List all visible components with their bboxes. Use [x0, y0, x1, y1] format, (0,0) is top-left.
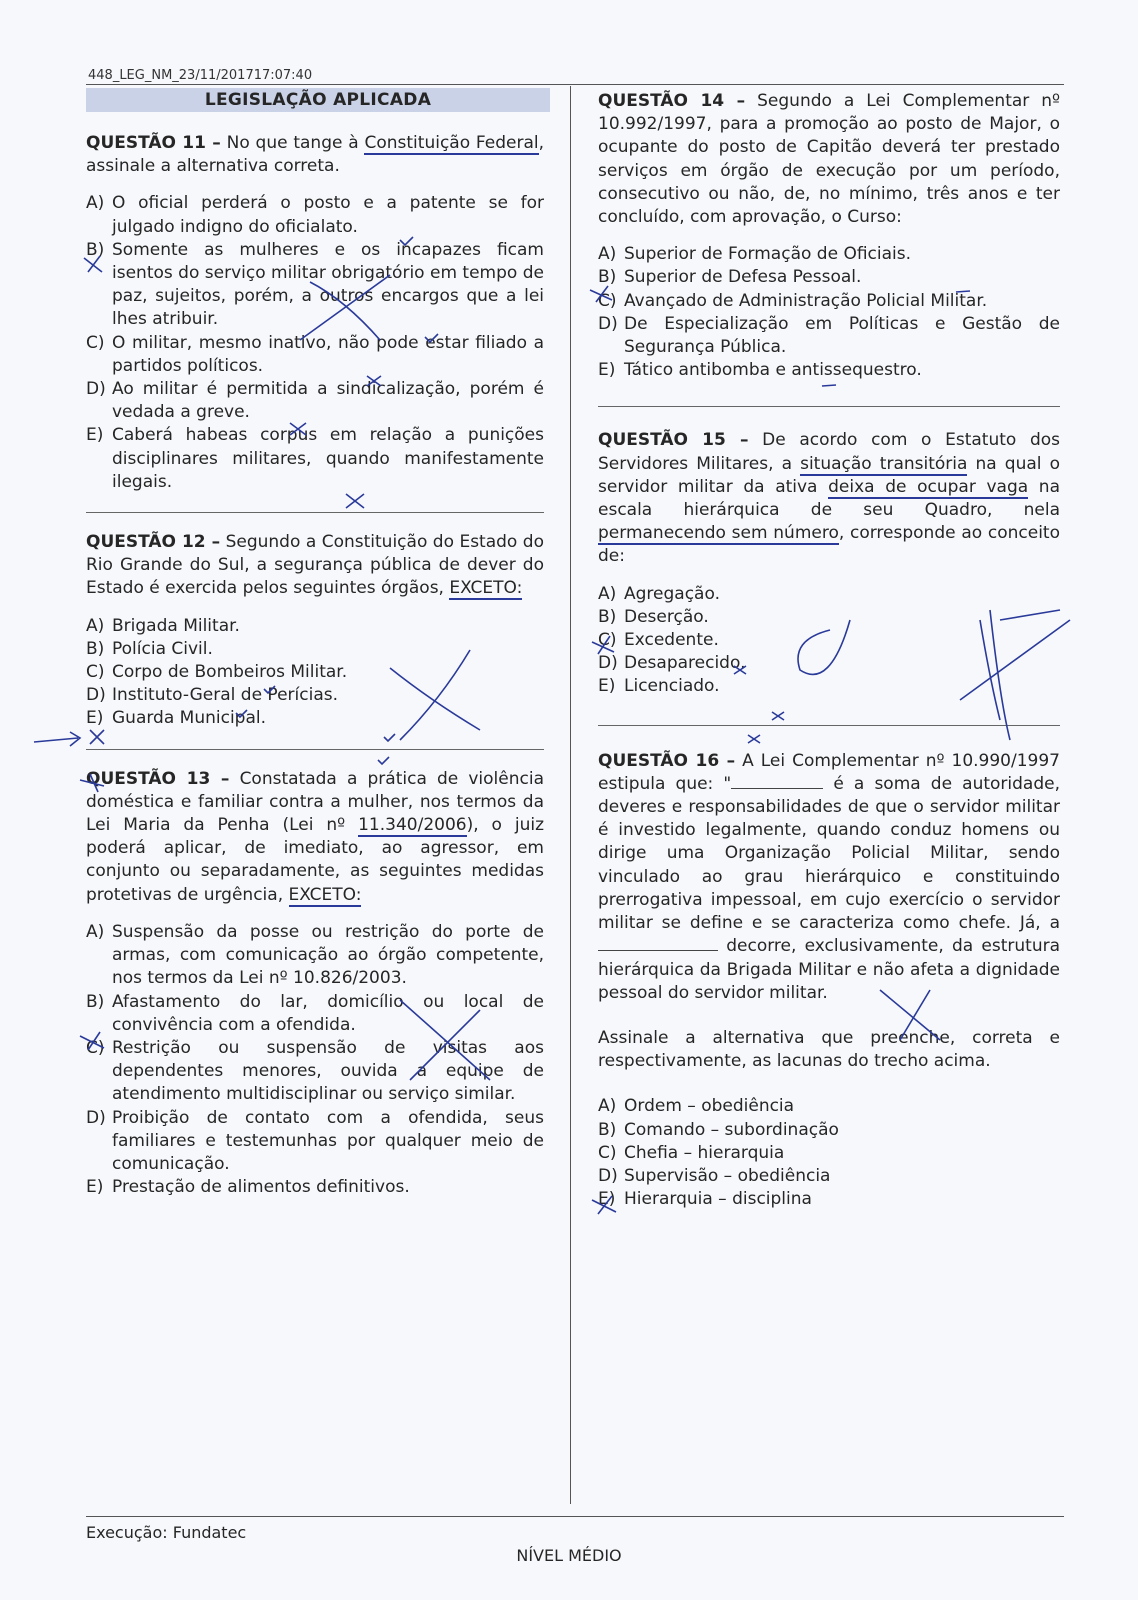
option-b: [86, 239, 544, 332]
option-a: [86, 192, 544, 238]
option-letter: E): [598, 1189, 616, 1210]
stem-text: decorre, exclusivamente, da estrutura hierárquica da Brigada Militar e não afeta a dignidade pessoal do servidor militar.: [598, 936, 1060, 1003]
footer-execution: Execução: Fundatec: [86, 1523, 247, 1542]
option-letter: D): [86, 685, 106, 706]
arrow-mark: [34, 732, 80, 746]
question-14: [598, 90, 1060, 382]
option-a: [598, 583, 1060, 606]
option-text: Ordem – obediência: [624, 1096, 795, 1117]
option-d: [598, 1165, 1060, 1188]
underlined-text: EXCETO:: [288, 884, 362, 905]
option-text: Hierarquia – disciplina: [624, 1189, 812, 1210]
question-15: [598, 429, 1060, 698]
option-text: Comando – subordinação: [624, 1119, 839, 1140]
fill-blank: [598, 936, 718, 951]
option-letter: E): [86, 425, 104, 446]
options-list: [598, 1095, 1060, 1211]
option-c: [86, 332, 544, 378]
underlined-text: EXCETO:: [449, 578, 523, 599]
option-text: Deserção.: [624, 606, 709, 627]
option-letter: D): [86, 379, 106, 400]
option-letter: C): [86, 332, 105, 353]
option-text: Instituto-Geral de Perícias.: [112, 685, 338, 706]
stem-text: Constatada a prática de violência doméstica e familiar contra a mulher, nos termos da Lei Maria da Penha (Lei nº: [86, 768, 544, 836]
option-b: [86, 991, 544, 1037]
option-c: [598, 290, 1060, 313]
option-text: Desaparecido.: [624, 653, 746, 674]
option-text: De Especialização em Políticas e Gestão de Segurança Pública.: [624, 313, 1060, 358]
question-13-stem: [86, 768, 544, 907]
option-text: Superior de Defesa Pessoal.: [624, 267, 862, 288]
question-label: QUESTÃO 12 –: [86, 532, 221, 553]
option-d: [598, 313, 1060, 359]
option-letter: D): [598, 653, 618, 674]
option-a: [598, 243, 1060, 266]
option-text: Supervisão – obediência: [624, 1165, 831, 1186]
option-letter: D): [598, 1165, 618, 1186]
option-text: Ao militar é permitida a sindicalização, porém é vedada a greve.: [112, 379, 544, 423]
option-letter: C): [86, 1037, 105, 1058]
question-16-instruction: Assinale a alternativa que preenche, correta e respectivamente, as lacunas do trecho acima.: [598, 1027, 1060, 1072]
question-separator: [86, 512, 544, 513]
question-13: [86, 768, 544, 1200]
options-list: [598, 243, 1060, 382]
option-c: [598, 1142, 1060, 1165]
page-code: 448_LEG_NM_23/11/201717:07:40: [88, 68, 313, 83]
option-letter: C): [598, 1142, 617, 1163]
options-list: [86, 615, 544, 731]
stem-text: No que tange à: [226, 133, 365, 153]
stem-text: De acordo com o Estatuto dos Servidores Militares, a: [598, 430, 1061, 474]
option-d: [86, 378, 544, 424]
option-a: [86, 615, 544, 638]
question-11-stem: [86, 132, 544, 178]
option-e: [598, 1188, 1060, 1211]
bottom-rule: [86, 1516, 1064, 1517]
question-12-stem: [86, 531, 544, 601]
option-letter: A): [86, 615, 105, 636]
stem-text: ), o juiz poderá aplicar, de imediato, ao agressor, em conjunto ou separadamente, as seguintes medidas protetivas de urgência,: [86, 815, 545, 905]
option-e: [598, 359, 1060, 382]
option-c: [86, 661, 544, 684]
options-list: [86, 921, 544, 1199]
question-11: [86, 132, 544, 494]
stem-text: , corresponde ao conceito de:: [598, 523, 1060, 567]
top-rule: [86, 84, 1064, 85]
option-letter: B): [86, 239, 105, 260]
stem-text: Segundo a Constituição do Estado do Rio Grande do Sul, a segurança pública de dever do Estado é exercida pelos seguintes órgãos,: [86, 532, 544, 599]
option-text: Agregação.: [624, 583, 720, 604]
option-b: [86, 638, 544, 661]
option-text: Suspensão da posse ou restrição do porte de armas, com comunicação ao órgão competente, nos termos da Lei nº 10.826/2003.: [112, 921, 544, 989]
option-d: [86, 684, 544, 707]
question-label: QUESTÃO 14 –: [598, 91, 746, 111]
question-label: QUESTÃO 13 –: [86, 768, 230, 789]
option-text: O militar, mesmo inativo, não pode estar filiado a partidos políticos.: [112, 332, 544, 376]
section-title: LEGISLAÇÃO APLICADA: [86, 88, 550, 112]
option-b: [598, 266, 1060, 289]
option-text: Corpo de Bombeiros Militar.: [112, 662, 348, 683]
option-c: [86, 1037, 544, 1107]
option-text: Superior de Formação de Oficiais.: [624, 244, 911, 265]
right-column: [598, 90, 1060, 1211]
option-text: O oficial perderá o posto e a patente se for julgado indigno do oficialato.: [112, 193, 544, 237]
question-separator: [598, 406, 1060, 407]
underlined-text: situação transitória: [800, 453, 968, 474]
stem-text: A Lei Complementar nº 10.990/1997 estipula que: ": [598, 750, 1060, 794]
option-text: Polícia Civil.: [112, 638, 213, 659]
fill-blank: [731, 774, 823, 789]
option-text: Guarda Municipal.: [112, 708, 267, 729]
option-e: [86, 1176, 544, 1199]
option-text: Caberá habeas corpus em relação a punições disciplinares militares, quando manifestamente ilegais.: [112, 425, 544, 492]
question-12: [86, 531, 544, 731]
option-letter: B): [598, 606, 617, 627]
option-d: [86, 1107, 544, 1177]
option-letter: A): [598, 244, 617, 265]
option-a: [86, 921, 544, 991]
question-separator: [86, 749, 544, 750]
option-b: [598, 1119, 1060, 1142]
stem-text: na escala hierárquica de seu Quadro, nela: [598, 476, 1060, 521]
option-letter: A): [86, 921, 105, 942]
option-letter: A): [598, 583, 617, 604]
option-text: Prestação de alimentos definitivos.: [112, 1177, 410, 1198]
stem-text: é a soma de autoridade, deveres e responsabilidades de que o servidor militar é investido legalmente, quando conduz homens ou dirige uma Organização Policial Militar, sendo vinculado ao grau hierárquico e constituindo prerrogativa impessoal, em cujo exercício o servidor militar se define e se caracteriza como chefe. Já, a: [598, 773, 1060, 934]
option-a: [598, 1095, 1060, 1118]
options-list: [598, 583, 1060, 699]
question-16-stem: [598, 750, 1060, 1005]
option-letter: C): [598, 630, 617, 651]
option-letter: D): [598, 313, 618, 334]
option-letter: E): [86, 1177, 104, 1198]
option-letter: E): [598, 676, 616, 697]
question-label: QUESTÃO 16 –: [598, 750, 736, 771]
stem-text: na qual o servidor militar da ativa: [598, 453, 1060, 497]
option-e: [86, 707, 544, 730]
option-text: Brigada Militar.: [112, 615, 240, 636]
question-14-stem: [598, 90, 1060, 229]
question-separator: [598, 725, 1060, 726]
option-text: Chefia – hierarquia: [624, 1142, 785, 1163]
question-16: [598, 750, 1060, 1212]
underlined-text: 11.340/2006: [358, 815, 467, 836]
option-b: [598, 606, 1060, 629]
option-e: [86, 424, 544, 494]
question-label: QUESTÃO 11 –: [86, 133, 221, 153]
option-text: Licenciado.: [624, 676, 720, 697]
option-text: Avançado de Administração Policial Militar.: [624, 290, 988, 311]
option-text: Somente as mulheres e os incapazes ficam isentos do serviço militar obrigatório em tempo de paz, sujeitos, porém, a outros encargos que a lei lhes atribuir.: [112, 239, 544, 330]
option-letter: C): [598, 290, 617, 311]
option-letter: A): [598, 1096, 617, 1117]
options-list: [86, 192, 544, 494]
question-15-stem: [598, 429, 1060, 568]
option-letter: C): [86, 662, 105, 683]
option-letter: A): [86, 193, 105, 214]
option-text: Restrição ou suspensão de visitas aos dependentes menores, ouvida a equipe de atendimento multidisciplinar ou serviço similar.: [112, 1037, 544, 1105]
option-letter: B): [86, 638, 105, 659]
question-label: QUESTÃO 15 –: [598, 430, 749, 451]
option-c: [598, 629, 1060, 652]
column-divider: [570, 86, 571, 1504]
option-e: [598, 675, 1060, 698]
option-text: Afastamento do lar, domicílio ou local de convivência com a ofendida.: [112, 991, 544, 1035]
option-letter: B): [598, 267, 617, 288]
option-text: Excedente.: [624, 630, 719, 651]
footer-level: NÍVEL MÉDIO: [516, 1546, 622, 1565]
stem-text: Segundo a Lei Complementar nº 10.992/1997, para a promoção ao posto de Major, o ocupante do posto de Capitão deverá ter prestado serviços em órgão de execução por um período, consecutivo ou não, de, no mínimo, três anos e ter concluído, com aprovação, o Curso:: [598, 91, 1061, 228]
option-letter: E): [598, 360, 616, 381]
option-letter: E): [86, 708, 104, 729]
option-letter: B): [598, 1119, 617, 1140]
underlined-text: permanecendo sem número: [598, 523, 839, 544]
underlined-text: Constituição Federal: [364, 133, 539, 153]
stem-text: , assinale a alternativa correta.: [86, 133, 544, 177]
option-text: Proibição de contato com a ofendida, seus familiares e testemunhas por qualquer meio de comunicação.: [112, 1107, 544, 1174]
option-text: Tático antibomba e antissequestro.: [624, 360, 922, 381]
option-letter: D): [86, 1107, 106, 1128]
left-column: [86, 132, 544, 1199]
option-letter: B): [86, 991, 105, 1012]
option-d: [598, 652, 1060, 675]
underlined-text: deixa de ocupar vaga: [828, 476, 1029, 497]
